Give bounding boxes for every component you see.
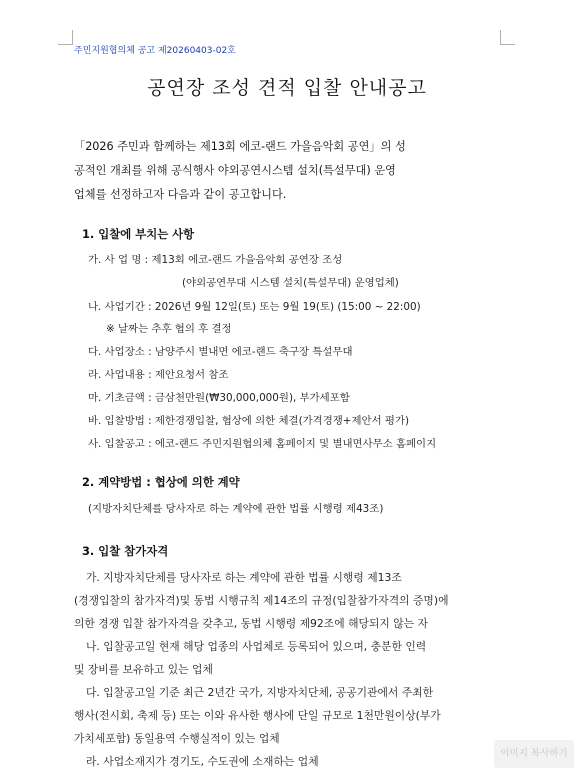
section-3-line: 가치세포함) 동일용역 수행실적이 있는 업체	[74, 732, 280, 745]
section-1-item: 바. 입찰방법 : 제한경쟁입찰, 협상에 의한 체결(가격경쟁+제안서 평가)	[88, 415, 410, 427]
section-3-line: 의한 경쟁 입찰 참가자격을 갖추고, 동법 시행령 제92조에 해당되지 않는 자	[74, 617, 428, 630]
section-3-line: 다. 입찰공고일 기준 최근 2년간 국가, 지방자치단체, 공공기관에서 주최한	[86, 686, 434, 699]
section-3-line: 및 장비를 보유하고 있는 업체	[74, 663, 213, 676]
section-1-item: (야외공연무대 시스템 설치(특설무대) 운영업체)	[182, 277, 399, 289]
section-3-line: 라. 사업소재지가 경기도, 수도권에 소재하는 업체	[86, 755, 319, 768]
section-2-note: (지방자치단체를 당사자로 하는 계약에 관한 법률 시행령 제43조)	[88, 503, 384, 515]
crop-mark-top-right	[500, 30, 515, 45]
section-2-heading: 2. 계약방법 : 협상에 의한 계약	[82, 475, 240, 489]
section-1-item: 나. 사업기간 : 2026년 9월 12일(토) 또는 9월 19(토) (15:00 ~ 22:00)	[88, 301, 421, 313]
section-3-line: 행사(전시회, 축제 등) 또는 이와 유사한 행사에 단일 규모로 1천만원이상(부가	[74, 709, 441, 722]
section-3-line: (경쟁입찰의 참가자격)및 동법 시행규칙 제14조의 규정(입찰참가자격의 증명)에	[74, 594, 449, 607]
section-3-heading: 3. 입찰 참가자격	[82, 544, 169, 558]
announcement-number: 주민지원협의체 공고 제20260403-02호	[74, 46, 236, 56]
copy-image-watermark[interactable]: 이미지 복사하기	[494, 740, 574, 768]
section-3-line: 가. 지방자치단체를 당사자로 하는 계약에 관한 법률 시행령 제13조	[86, 571, 402, 584]
section-1-note: ※ 날짜는 추후 협의 후 결정	[106, 323, 232, 335]
intro-line-1: 「2026 주민과 함께하는 제13회 에코-랜드 가을음악회 공연」의 성	[74, 140, 406, 153]
intro-line-3: 업체를 선정하고자 다음과 같이 공고합니다.	[74, 188, 287, 201]
section-1-item: 다. 사업장소 : 남양주시 별내면 에코-랜드 축구장 특설무대	[88, 346, 353, 358]
section-1-item: 가. 사 업 명 : 제13회 에코-랜드 가을음악회 공연장 조성	[88, 254, 343, 266]
intro-line-2: 공적인 개최를 위해 공식행사 야외공연시스템 설치(특설무대) 운영	[74, 164, 396, 177]
section-1-item: 마. 기초금액 : 금삼천만원(₩30,000,000원), 부가세포함	[88, 392, 350, 404]
page-title: 공연장 조성 견적 입찰 안내공고	[147, 77, 427, 99]
section-1-item: 라. 사업내용 : 제안요청서 참조	[88, 369, 229, 381]
section-1-heading: 1. 입찰에 부치는 사항	[82, 227, 195, 241]
crop-mark-top-left	[58, 30, 73, 45]
section-3-line: 나. 입찰공고일 현재 해당 업종의 사업체로 등록되어 있으며, 충분한 인력	[86, 640, 427, 653]
section-1-item: 사. 입찰공고 : 에코-랜드 주민지원협의체 홈페이지 및 별내면사무소 홈페이지	[88, 438, 437, 450]
